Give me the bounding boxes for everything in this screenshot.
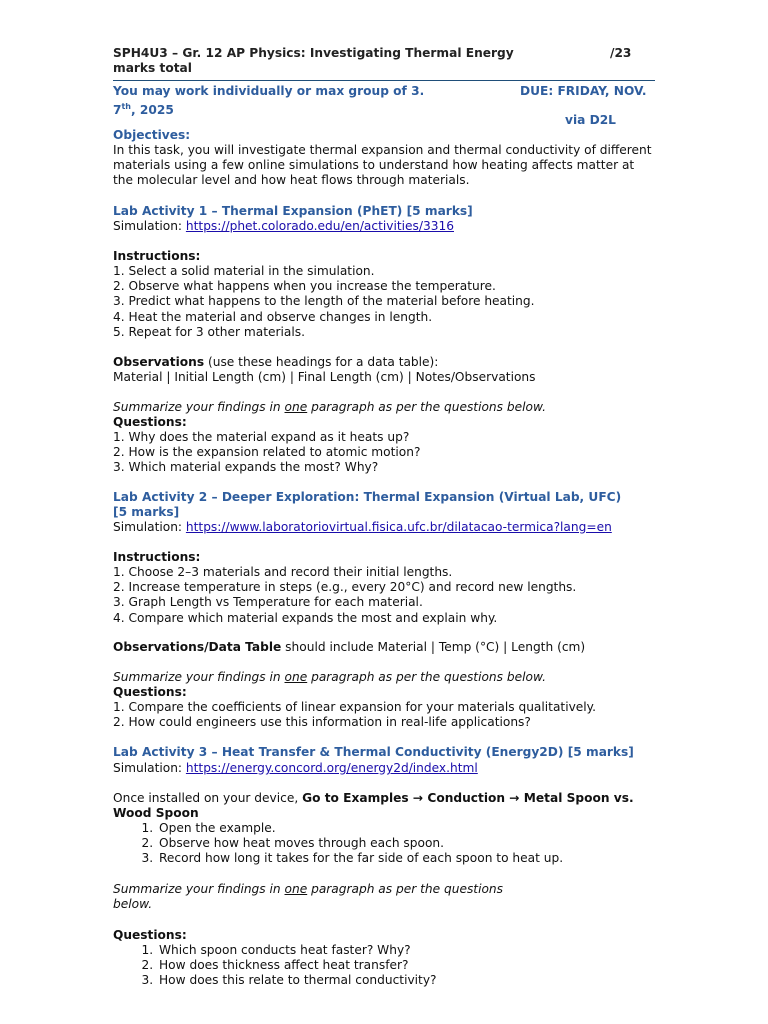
list-item: 2. Observe how heat moves through each spoon. xyxy=(157,836,658,851)
activity3-questions xyxy=(113,943,658,989)
list-item: 2. How could engineers use this information in real-life applications? xyxy=(113,715,531,730)
activity2-observations: Observations/Data Table should include Material | Temp (°C) | Length (cm) xyxy=(113,640,586,654)
activity1-sim-link[interactable]: https://phet.colorado.edu/en/activities/3316 xyxy=(185,219,454,233)
activity3-summary: Summarize your findings in one paragraph as per the questions below. xyxy=(113,882,504,912)
activity2-summary: Summarize your findings in one paragraph as per the questions below. xyxy=(113,670,547,684)
activity3-install: Once installed on your device, Go to Examples → Conduction → Metal Spoon vs. Wood Spoon xyxy=(113,791,634,821)
activity1-questions-heading: Questions: xyxy=(113,415,187,429)
activity3-simulation: Simulation: https://energy.concord.org/energy2d/index.html xyxy=(113,761,478,775)
activity1-heading: Lab Activity 1 – Thermal Expansion (PhET) [5 marks] xyxy=(113,204,473,218)
activity1-table-headings: Material | Initial Length (cm) | Final Length (cm) | Notes/Observations xyxy=(113,370,536,384)
activity2-questions-heading: Questions: xyxy=(113,685,187,699)
activity3-questions-heading: Questions: xyxy=(113,928,187,942)
title-marks: /23 xyxy=(610,46,632,60)
activity3-heading: Lab Activity 3 – Heat Transfer & Thermal Conductivity (Energy2D) [5 marks] xyxy=(113,745,634,759)
activity1-questions xyxy=(113,430,658,476)
list-item: 1. Select a solid material in the simulation. xyxy=(113,264,375,278)
objectives-body: In this task, you will investigate thermal expansion and thermal conductivity of different materials using a few online simulations to understand how heating affects matter at the molecular level and how heat flows through materials. xyxy=(113,143,652,188)
list-item: 3. Record how long it takes for the far side of each spoon to heat up. xyxy=(157,851,658,866)
activity2-instructions xyxy=(113,565,658,626)
list-item: 3. Graph Length vs Temperature for each material. xyxy=(113,595,423,610)
activity1-instructions xyxy=(113,264,658,340)
activity2-simulation: Simulation: https://www.laboratoriovirtual.fisica.ufc.br/dilatacao-termica?lang=en xyxy=(113,520,612,534)
list-item: 1. Open the example. xyxy=(157,821,658,836)
list-item: 2. Increase temperature in steps (e.g., every 20°C) and record new lengths. xyxy=(113,580,577,595)
header-divider xyxy=(113,80,655,81)
submit-via: via D2L xyxy=(565,113,616,127)
list-item: 4. Heat the material and observe changes in length. xyxy=(113,309,433,324)
list-item: 2. Observe what happens when you increase the temperature. xyxy=(113,279,496,294)
activity2-instructions-heading: Instructions: xyxy=(113,550,201,564)
activity1-simulation: Simulation: https://phet.colorado.edu/en/activities/3316 xyxy=(113,219,454,233)
list-item: 1. Which spoon conducts heat faster? Why? xyxy=(157,943,658,958)
list-item: 3. Predict what happens to the length of the material before heating. xyxy=(113,294,535,309)
list-item: 5. Repeat for 3 other materials. xyxy=(113,324,305,339)
activity3-steps xyxy=(113,821,658,867)
activity1-summary: Summarize your findings in one paragraph as per the questions below. xyxy=(113,400,547,414)
title-main: SPH4U3 – Gr. 12 AP Physics: Investigating Thermal Energy xyxy=(113,46,514,60)
activity1-observations: Observations (use these headings for a data table): xyxy=(113,355,439,369)
objectives-heading: Objectives: xyxy=(113,128,191,142)
list-item: 2. How does thickness affect heat transfer? xyxy=(157,958,658,973)
activity2-sim-link[interactable]: https://www.laboratoriovirtual.fisica.ufc.br/dilatacao-termica?lang=en xyxy=(185,520,612,534)
due-date-line2: 7th, 2025 xyxy=(113,102,174,118)
list-item: 1. Why does the material expand as it heats up? xyxy=(113,430,410,444)
list-item: 2. How is the expansion related to atomic motion? xyxy=(113,445,421,460)
activity1-instructions-heading: Instructions: xyxy=(113,249,201,263)
list-item: 1. Choose 2–3 materials and record their initial lengths. xyxy=(113,565,453,579)
list-item: 3. Which material expands the most? Why? xyxy=(113,460,379,475)
list-item: 3. How does this relate to thermal conductivity? xyxy=(157,973,658,988)
due-date: DUE: FRIDAY, NOV. xyxy=(520,84,647,98)
activity2-heading: Lab Activity 2 – Deeper Exploration: Thermal Expansion (Virtual Lab, UFC) [5 marks] xyxy=(113,490,622,520)
list-item: 1. Compare the coefficients of linear expansion for your materials qualitatively. xyxy=(113,700,597,714)
list-item: 4. Compare which material expands the most and explain why. xyxy=(113,610,498,625)
activity2-questions xyxy=(113,700,658,730)
title-tail: marks total xyxy=(113,61,192,75)
activity3-sim-link[interactable]: https://energy.concord.org/energy2d/index.html xyxy=(185,761,478,775)
document-title xyxy=(113,46,658,76)
group-note: You may work individually or max group of 3. xyxy=(113,84,425,98)
